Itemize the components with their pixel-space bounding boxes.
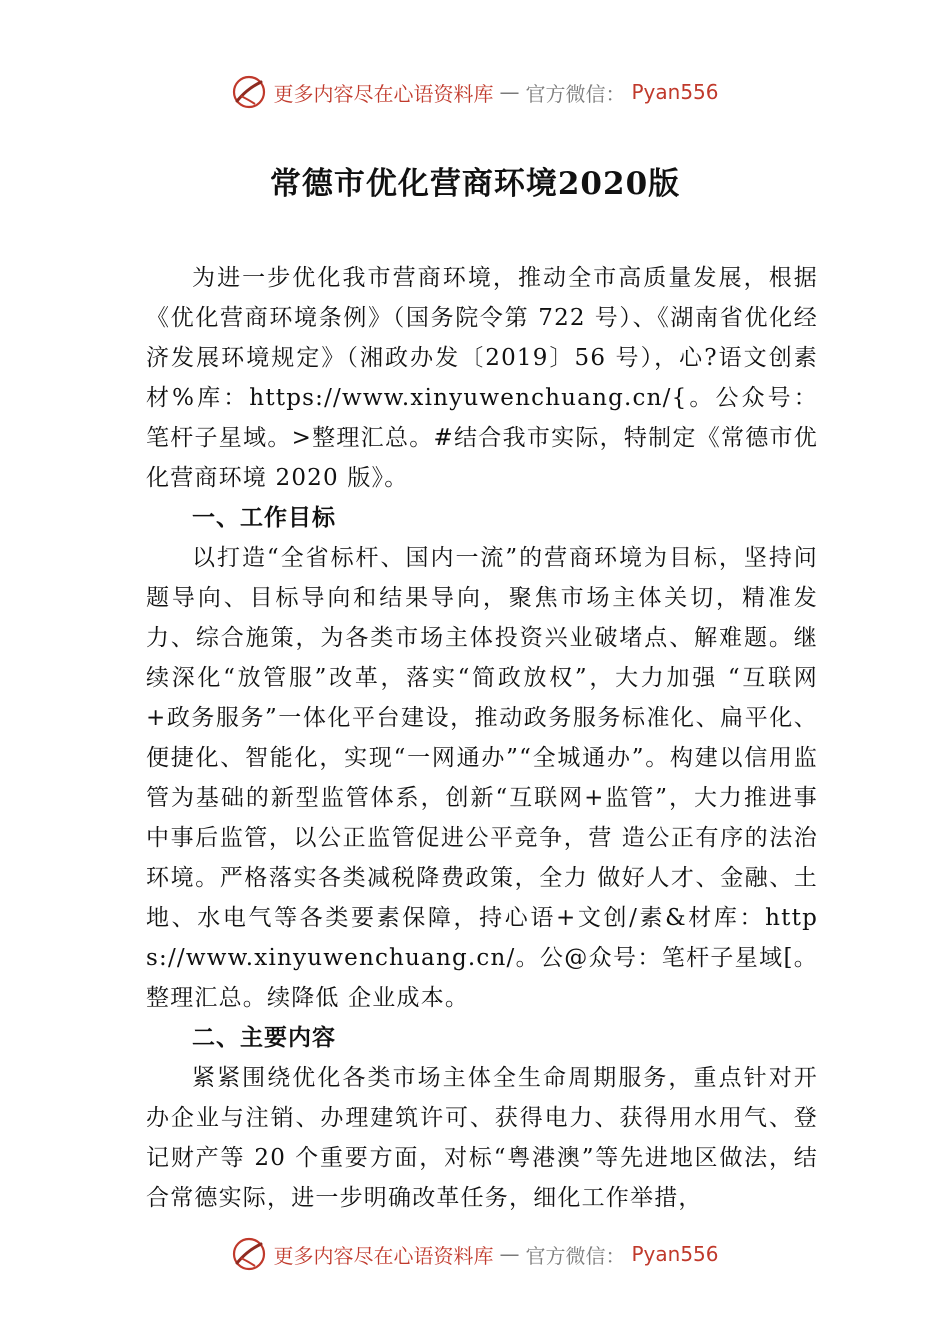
- banner-text: 更多内容尽在心语资料库: [273, 1243, 494, 1268]
- document-title: 常德市优化营商环境2020版: [269, 166, 681, 202]
- banner-text: 更多内容尽在心语资料库: [273, 81, 494, 106]
- section-heading-content: 二、主要内容: [192, 1025, 336, 1051]
- section-heading-goals: 一、工作目标: [192, 505, 336, 531]
- banner-wechat-label: 官方微信：: [525, 81, 626, 106]
- banner-wechat-id: Pyan556: [631, 80, 719, 104]
- banner-separator: —: [499, 1242, 520, 1266]
- brush-logo-icon: [231, 74, 267, 110]
- header-watermark-banner: [0, 70, 950, 114]
- document-body: [146, 258, 818, 1218]
- content-paragraph: 紧紧围绕优化各类市场主体全生命周期服务，重点针对开办企业与注销、办理建筑许可、获得电力、获得用水用气、登记财产等 20 个重要方面，对标“粤港澳”等先进地区做法，结合常德实际，进一步明确改革任务，细化工作举措，: [146, 1065, 818, 1211]
- banner-separator: —: [499, 80, 520, 104]
- footer-watermark-banner: [0, 1232, 950, 1276]
- banner-wechat-label: 官方微信：: [525, 1243, 626, 1268]
- brush-logo-icon: [231, 1236, 267, 1272]
- banner-wechat-id: Pyan556: [631, 1242, 719, 1266]
- intro-paragraph: 为进一步优化我市营商环境，推动全市高质量发展，根据《优化营商环境条例》（国务院令第 722 号）、《湖南省优化经济发展环境规定》（湘政办发〔2019〕56 号），心?语文创素材%库：https://www.xinyuwenchuang.cn/{。公众号：笔杆子星域。>整理汇总。#结合我市实际，特制定《常德市优化营商环境 2020 版》。: [146, 265, 818, 491]
- goals-paragraph: 以打造“全省标杆、国内一流”的营商环境为目标，坚持问题导向、目标导向和结果导向，聚焦市场主体关切，精准发力、综合施策，为各类市场主体投资兴业破堵点、解难题。继续深化“放管服”改革，落实“简政放权”，大力加强 “互联网+政务服务”一体化平台建设，推动政务服务标准化、扁平化、便捷化、智能化，实现“一网通办”“全城通办”。构建以信用监管为基础的新型监管体系，创新“互联网+监管”，大力推进事中事后监管，以公正监管促进公平竞争，营 造公正有序的法治环境。严格落实各类减税降费政策，全力 做好人才、金融、土地、水电气等各类要素保障，持心语+文创/素&材库：https://www.xinyuwenchuang.cn/。公@众号：笔杆子星域[。整理汇总。续降低 企业成本。: [146, 545, 818, 1011]
